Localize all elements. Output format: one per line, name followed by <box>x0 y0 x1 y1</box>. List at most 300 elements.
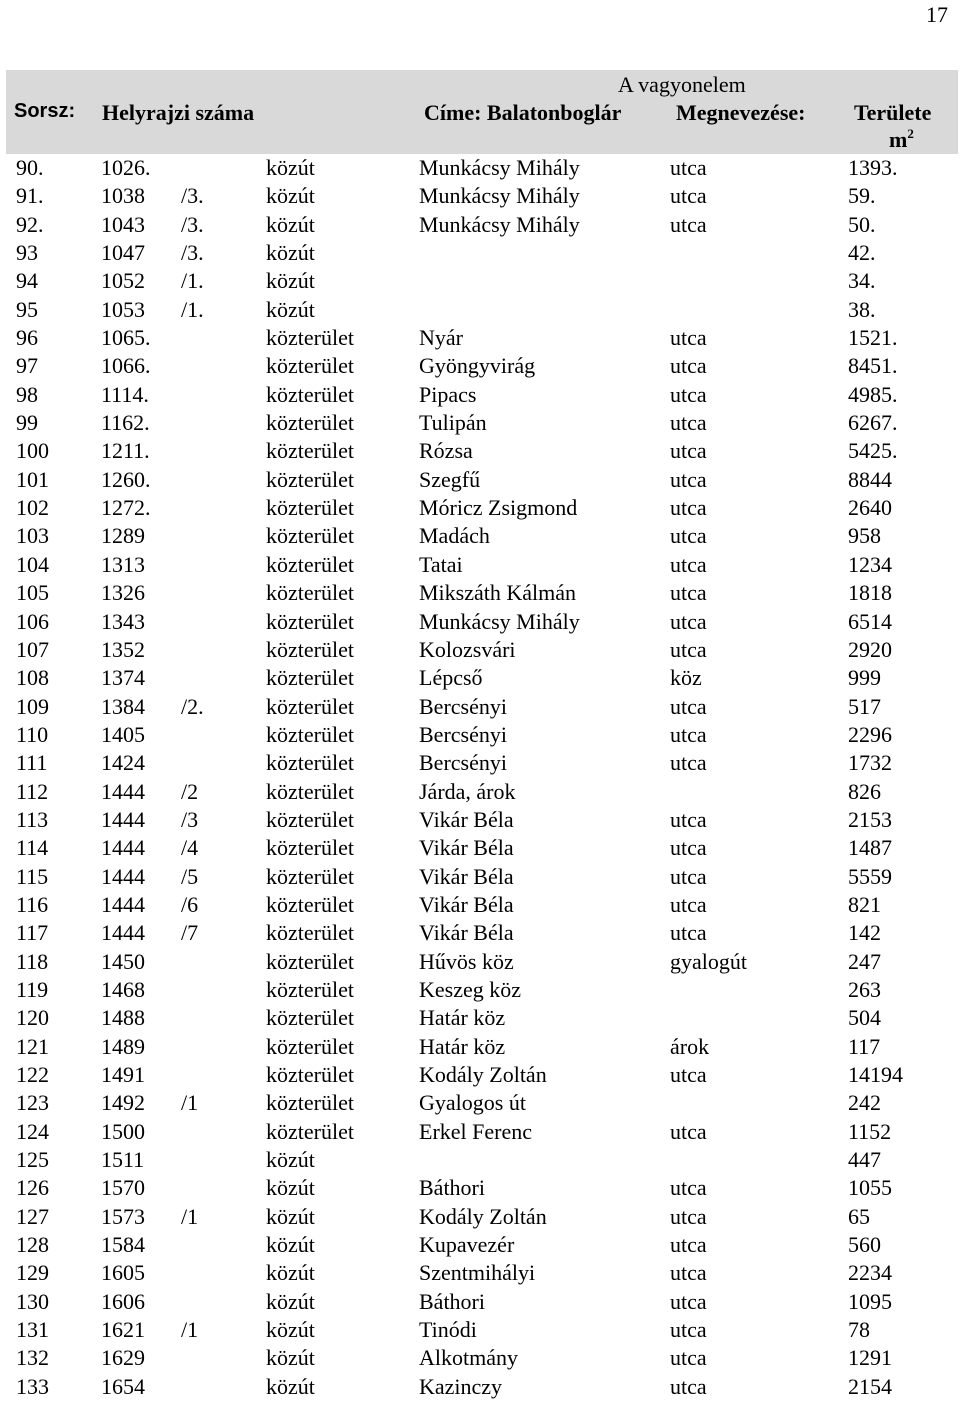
cell-alszam: /3. <box>181 211 204 237</box>
cell-helyrajzi-szam: 1654 <box>101 1373 145 1399</box>
cell-helyrajzi-szam: 1211. <box>101 438 150 464</box>
cell-helyrajzi-szam: 1629 <box>101 1345 145 1371</box>
cell-megnevezes: utca <box>670 325 707 351</box>
cell-megnevezes: utca <box>670 693 707 719</box>
table-row <box>0 239 960 267</box>
cell-tipus: közterület <box>266 353 354 379</box>
cell-terulet: 263 <box>848 976 881 1002</box>
cell-sorsz: 129 <box>16 1260 49 1286</box>
cell-terulet: 504 <box>848 1005 881 1031</box>
cell-sorsz: 131 <box>16 1317 49 1343</box>
cell-tipus: közterület <box>266 750 354 776</box>
cell-helyrajzi-szam: 1043 <box>101 211 145 237</box>
cell-helyrajzi-szam: 1047 <box>101 240 145 266</box>
cell-helyrajzi-szam: 1384 <box>101 693 145 719</box>
cell-megnevezes: utca <box>670 608 707 634</box>
table-row <box>0 863 960 891</box>
cell-cim: Kupavezér <box>419 1232 515 1258</box>
cell-helyrajzi-szam: 1260. <box>101 466 151 492</box>
table-row <box>0 154 960 182</box>
cell-tipus: közút <box>266 1373 315 1399</box>
cell-cim: Keszeg köz <box>419 976 522 1002</box>
cell-terulet: 517 <box>848 693 881 719</box>
cell-alszam: /1 <box>181 1203 199 1229</box>
table-row <box>0 1118 960 1146</box>
header-terulet: Területe <box>854 100 932 125</box>
cell-cim: Nyár <box>419 325 463 351</box>
cell-tipus: közút <box>266 1232 315 1258</box>
cell-sorsz: 107 <box>16 636 49 662</box>
cell-sorsz: 114 <box>16 835 49 861</box>
cell-cim: Határ köz <box>419 1033 506 1059</box>
cell-alszam: /2. <box>181 693 204 719</box>
cell-cim: Hűvös köz <box>419 948 514 974</box>
cell-cim: Vikár Béla <box>419 891 514 917</box>
cell-helyrajzi-szam: 1352 <box>101 636 145 662</box>
cell-sorsz: 93 <box>16 240 38 266</box>
cell-terulet: 6514 <box>848 608 892 634</box>
cell-megnevezes: utca <box>670 1317 707 1343</box>
cell-tipus: közterület <box>266 976 354 1002</box>
table-row <box>0 324 960 352</box>
cell-helyrajzi-szam: 1444 <box>101 806 145 832</box>
cell-terulet: 1487 <box>848 835 892 861</box>
cell-terulet: 1732 <box>848 750 892 776</box>
cell-sorsz: 97 <box>16 353 38 379</box>
cell-terulet: 447 <box>848 1147 881 1173</box>
cell-cim: Tatai <box>419 551 463 577</box>
cell-sorsz: 103 <box>16 523 49 549</box>
cell-sorsz: 98 <box>16 381 38 407</box>
table-row <box>0 437 960 465</box>
cell-sorsz: 123 <box>16 1090 49 1116</box>
cell-megnevezes: árok <box>670 1033 710 1059</box>
cell-sorsz: 110 <box>16 721 49 747</box>
table-row <box>0 551 960 579</box>
cell-megnevezes: utca <box>670 211 707 237</box>
cell-sorsz: 112 <box>16 778 49 804</box>
cell-tipus: közút <box>266 240 315 266</box>
cell-sorsz: 116 <box>16 891 49 917</box>
table-row <box>0 182 960 210</box>
cell-helyrajzi-szam: 1289 <box>101 523 145 549</box>
cell-megnevezes: utca <box>670 183 707 209</box>
cell-terulet: 38. <box>848 296 876 322</box>
cell-megnevezes: utca <box>670 721 707 747</box>
cell-sorsz: 126 <box>16 1175 49 1201</box>
header-cim: Címe: Balatonboglár <box>424 100 622 125</box>
cell-tipus: közterület <box>266 693 354 719</box>
cell-cim: Móricz Zsigmond <box>419 495 578 521</box>
cell-megnevezes: utca <box>670 381 707 407</box>
cell-tipus: közterület <box>266 381 354 407</box>
cell-megnevezes: utca <box>670 891 707 917</box>
cell-terulet: 2920 <box>848 636 892 662</box>
cell-tipus: közterület <box>266 1118 354 1144</box>
table-row <box>0 778 960 806</box>
table-row <box>0 1373 960 1401</box>
cell-sorsz: 100 <box>16 438 49 464</box>
table-row <box>0 749 960 777</box>
cell-sorsz: 108 <box>16 665 49 691</box>
cell-terulet: 1152 <box>848 1118 892 1144</box>
cell-tipus: közút <box>266 211 315 237</box>
cell-helyrajzi-szam: 1038 <box>101 183 145 209</box>
cell-helyrajzi-szam: 1500 <box>101 1118 145 1144</box>
cell-helyrajzi-szam: 1621 <box>101 1317 145 1343</box>
cell-cim: Bercsényi <box>419 750 507 776</box>
cell-megnevezes: utca <box>670 551 707 577</box>
cell-helyrajzi-szam: 1162. <box>101 410 150 436</box>
cell-tipus: közterület <box>266 806 354 832</box>
cell-terulet: 78 <box>848 1317 870 1343</box>
cell-helyrajzi-szam: 1606 <box>101 1288 145 1314</box>
cell-cim: Kazinczy <box>419 1373 503 1399</box>
cell-cim: Báthori <box>419 1175 485 1201</box>
cell-terulet: 5425. <box>848 438 898 464</box>
cell-tipus: közterület <box>266 636 354 662</box>
cell-cim: Tinódi <box>419 1317 477 1343</box>
cell-cim: Pipacs <box>419 381 477 407</box>
cell-alszam: /3. <box>181 240 204 266</box>
table-row <box>0 834 960 862</box>
cell-sorsz: 115 <box>16 863 49 889</box>
cell-cim: Szegfű <box>419 466 481 492</box>
cell-terulet: 2154 <box>848 1373 892 1399</box>
cell-terulet: 59. <box>848 183 876 209</box>
table-row <box>0 296 960 324</box>
table-row <box>0 608 960 636</box>
table-row <box>0 1033 960 1061</box>
cell-terulet: 242 <box>848 1090 881 1116</box>
cell-megnevezes: utca <box>670 1260 707 1286</box>
cell-cim: Alkotmány <box>419 1345 518 1371</box>
cell-terulet: 42. <box>848 240 876 266</box>
cell-alszam: /3 <box>181 806 199 832</box>
cell-sorsz: 118 <box>16 948 49 974</box>
cell-megnevezes: utca <box>670 466 707 492</box>
cell-sorsz: 125 <box>16 1147 49 1173</box>
table-row <box>0 1089 960 1117</box>
cell-tipus: közterület <box>266 778 354 804</box>
cell-sorsz: 111 <box>16 750 48 776</box>
cell-tipus: közterület <box>266 608 354 634</box>
cell-tipus: közterület <box>266 665 354 691</box>
cell-sorsz: 102 <box>16 495 49 521</box>
table-row <box>0 976 960 1004</box>
cell-alszam: /6 <box>181 891 199 917</box>
table-row <box>0 211 960 239</box>
cell-tipus: közút <box>266 1260 315 1286</box>
cell-helyrajzi-szam: 1489 <box>101 1033 145 1059</box>
cell-terulet: 6267. <box>848 410 898 436</box>
cell-cim: Gyöngyvirág <box>419 353 536 379</box>
cell-helyrajzi-szam: 1492 <box>101 1090 145 1116</box>
cell-terulet: 821 <box>848 891 881 917</box>
cell-tipus: közterület <box>266 948 354 974</box>
table-row <box>0 664 960 692</box>
cell-megnevezes: utca <box>670 1232 707 1258</box>
cell-terulet: 2296 <box>848 721 892 747</box>
table-row <box>0 522 960 550</box>
cell-cim: Vikár Béla <box>419 806 514 832</box>
cell-alszam: /1 <box>181 1090 199 1116</box>
cell-tipus: közterület <box>266 920 354 946</box>
cell-helyrajzi-szam: 1584 <box>101 1232 145 1258</box>
cell-tipus: közút <box>266 1345 315 1371</box>
cell-terulet: 1291 <box>848 1345 892 1371</box>
table-row <box>0 1344 960 1372</box>
cell-helyrajzi-szam: 1488 <box>101 1005 145 1031</box>
cell-megnevezes: utca <box>670 1175 707 1201</box>
cell-terulet: 50. <box>848 211 876 237</box>
cell-megnevezes: utca <box>670 353 707 379</box>
cell-terulet: 117 <box>848 1033 881 1059</box>
cell-cim: Bercsényi <box>419 693 507 719</box>
cell-helyrajzi-szam: 1374 <box>101 665 145 691</box>
cell-tipus: közút <box>266 268 315 294</box>
cell-tipus: közút <box>266 1317 315 1343</box>
table-header <box>6 70 958 154</box>
table-row <box>0 721 960 749</box>
cell-helyrajzi-szam: 1573 <box>101 1203 145 1229</box>
cell-tipus: közterület <box>266 410 354 436</box>
table-body <box>0 154 960 1401</box>
header-helyrajzi-szam: Helyrajzi száma <box>102 100 255 125</box>
cell-helyrajzi-szam: 1444 <box>101 891 145 917</box>
table-row <box>0 494 960 522</box>
cell-sorsz: 119 <box>16 976 49 1002</box>
cell-megnevezes: utca <box>670 1288 707 1314</box>
cell-cim: Munkácsy Mihály <box>419 608 580 634</box>
cell-sorsz: 132 <box>16 1345 49 1371</box>
cell-helyrajzi-szam: 1491 <box>101 1062 145 1087</box>
cell-alszam: /4 <box>181 835 199 861</box>
cell-tipus: közterület <box>266 551 354 577</box>
cell-sorsz: 95 <box>16 296 38 322</box>
cell-terulet: 1393. <box>848 155 898 180</box>
cell-sorsz: 94 <box>16 268 38 294</box>
cell-cim: Báthori <box>419 1288 485 1314</box>
cell-megnevezes: utca <box>670 863 707 889</box>
cell-sorsz: 124 <box>16 1118 49 1144</box>
table-row <box>0 1004 960 1032</box>
cell-cim: Vikár Béla <box>419 920 514 946</box>
cell-sorsz: 96 <box>16 325 38 351</box>
cell-tipus: közterület <box>266 523 354 549</box>
cell-alszam: /5 <box>181 863 199 889</box>
cell-helyrajzi-szam: 1444 <box>101 863 145 889</box>
cell-tipus: közterület <box>266 721 354 747</box>
cell-cim: Járda, árok <box>419 778 516 804</box>
cell-cim: Kolozsvári <box>419 636 516 662</box>
cell-terulet: 2234 <box>848 1260 892 1286</box>
cell-tipus: közterület <box>266 835 354 861</box>
cell-megnevezes: utca <box>670 155 707 180</box>
cell-cim: Madách <box>419 523 490 549</box>
cell-helyrajzi-szam: 1313 <box>101 551 145 577</box>
cell-terulet: 247 <box>848 948 881 974</box>
table-row <box>0 1288 960 1316</box>
cell-sorsz: 90. <box>16 155 44 180</box>
cell-terulet: 826 <box>848 778 881 804</box>
cell-terulet: 142 <box>848 920 881 946</box>
cell-terulet: 65 <box>848 1203 870 1229</box>
cell-cim: Kodály Zoltán <box>419 1062 547 1087</box>
cell-megnevezes: utca <box>670 410 707 436</box>
cell-cim: Gyalogos út <box>419 1090 526 1116</box>
header-vagyonelem-group: A vagyonelem <box>618 72 746 97</box>
cell-cim: Bercsényi <box>419 721 507 747</box>
cell-megnevezes: utca <box>670 806 707 832</box>
cell-megnevezes: utca <box>670 523 707 549</box>
cell-helyrajzi-szam: 1605 <box>101 1260 145 1286</box>
cell-cim: Lépcső <box>419 665 483 691</box>
cell-alszam: /7 <box>181 920 199 946</box>
cell-sorsz: 133 <box>16 1373 49 1399</box>
cell-cim: Határ köz <box>419 1005 506 1031</box>
cell-sorsz: 106 <box>16 608 49 634</box>
cell-terulet: 999 <box>848 665 881 691</box>
header-sorsz: Sorsz: <box>14 100 76 122</box>
cell-cim: Munkácsy Mihály <box>419 155 580 180</box>
cell-alszam: /3. <box>181 183 204 209</box>
cell-alszam: /1. <box>181 296 204 322</box>
cell-terulet: 1095 <box>848 1288 892 1314</box>
cell-tipus: közút <box>266 155 315 180</box>
cell-tipus: közterület <box>266 863 354 889</box>
cell-sorsz: 127 <box>16 1203 49 1229</box>
cell-sorsz: 130 <box>16 1288 49 1314</box>
cell-tipus: közterület <box>266 1005 354 1031</box>
cell-megnevezes: utca <box>670 835 707 861</box>
cell-helyrajzi-szam: 1468 <box>101 976 145 1002</box>
cell-megnevezes: utca <box>670 636 707 662</box>
cell-alszam: /1. <box>181 268 204 294</box>
cell-cim: Kodály Zoltán <box>419 1203 547 1229</box>
cell-terulet: 1055 <box>848 1175 892 1201</box>
cell-cim: Munkácsy Mihály <box>419 211 580 237</box>
table-row <box>0 1203 960 1231</box>
cell-megnevezes: utca <box>670 1373 707 1399</box>
cell-terulet: 2153 <box>848 806 892 832</box>
cell-cim: Tulipán <box>419 410 487 436</box>
table-row <box>0 693 960 721</box>
cell-terulet: 4985. <box>848 381 898 407</box>
cell-tipus: közterület <box>266 1062 354 1087</box>
cell-sorsz: 91. <box>16 183 44 209</box>
cell-megnevezes: utca <box>670 438 707 464</box>
cell-terulet: 1234 <box>848 551 892 577</box>
cell-sorsz: 128 <box>16 1232 49 1258</box>
cell-megnevezes: utca <box>670 580 707 606</box>
cell-sorsz: 117 <box>16 920 49 946</box>
cell-cim: Munkácsy Mihály <box>419 183 580 209</box>
cell-helyrajzi-szam: 1444 <box>101 920 145 946</box>
cell-cim: Mikszáth Kálmán <box>419 580 577 606</box>
cell-megnevezes: utca <box>670 495 707 521</box>
cell-cim: Vikár Béla <box>419 863 514 889</box>
table-row <box>0 1316 960 1344</box>
cell-helyrajzi-szam: 1114. <box>101 381 149 407</box>
page-number: 17 <box>926 2 948 27</box>
cell-terulet: 958 <box>848 523 881 549</box>
cell-sorsz: 122 <box>16 1062 49 1087</box>
cell-sorsz: 121 <box>16 1033 49 1059</box>
cell-terulet: 8844 <box>848 466 892 492</box>
table-row <box>0 919 960 947</box>
cell-helyrajzi-szam: 1343 <box>101 608 145 634</box>
cell-helyrajzi-szam: 1570 <box>101 1175 145 1201</box>
table-row <box>0 806 960 834</box>
table-row <box>0 409 960 437</box>
cell-tipus: közterület <box>266 1033 354 1059</box>
cell-tipus: közút <box>266 1288 315 1314</box>
table-row <box>0 352 960 380</box>
cell-cim: Rózsa <box>419 438 473 464</box>
cell-megnevezes: utca <box>670 1062 707 1087</box>
cell-alszam: /1 <box>181 1317 199 1343</box>
cell-alszam: /2 <box>181 778 199 804</box>
table-row <box>0 466 960 494</box>
cell-sorsz: 113 <box>16 806 49 832</box>
cell-tipus: közterület <box>266 495 354 521</box>
cell-sorsz: 109 <box>16 693 49 719</box>
cell-helyrajzi-szam: 1066. <box>101 353 151 379</box>
cell-helyrajzi-szam: 1511 <box>101 1147 145 1173</box>
unit-base: m <box>889 127 908 152</box>
unit-exponent: 2 <box>907 126 914 141</box>
cell-cim: Vikár Béla <box>419 835 514 861</box>
cell-megnevezes: gyalogút <box>670 948 747 974</box>
cell-sorsz: 105 <box>16 580 49 606</box>
cell-megnevezes: köz <box>670 665 702 691</box>
table-row <box>0 1146 960 1174</box>
cell-helyrajzi-szam: 1052 <box>101 268 145 294</box>
cell-helyrajzi-szam: 1424 <box>101 750 145 776</box>
cell-cim: Szentmihályi <box>419 1260 536 1286</box>
cell-helyrajzi-szam: 1444 <box>101 778 145 804</box>
cell-megnevezes: utca <box>670 1345 707 1371</box>
cell-sorsz: 99 <box>16 410 38 436</box>
table-row <box>0 1174 960 1202</box>
cell-tipus: közterület <box>266 438 354 464</box>
cell-helyrajzi-szam: 1444 <box>101 835 145 861</box>
cell-tipus: közterület <box>266 325 354 351</box>
table-row <box>0 1231 960 1259</box>
cell-terulet: 5559 <box>848 863 892 889</box>
cell-cim: Erkel Ferenc <box>419 1118 532 1144</box>
cell-helyrajzi-szam: 1065. <box>101 325 151 351</box>
cell-tipus: közterület <box>266 1090 354 1116</box>
cell-sorsz: 120 <box>16 1005 49 1031</box>
cell-megnevezes: utca <box>670 1118 707 1144</box>
cell-tipus: közterület <box>266 891 354 917</box>
cell-sorsz: 92. <box>16 211 44 237</box>
table-row <box>0 267 960 295</box>
table-row <box>0 948 960 976</box>
cell-terulet: 8451. <box>848 353 898 379</box>
cell-megnevezes: utca <box>670 920 707 946</box>
cell-tipus: közút <box>266 1175 315 1201</box>
cell-terulet: 2640 <box>848 495 892 521</box>
cell-helyrajzi-szam: 1272. <box>101 495 151 521</box>
cell-helyrajzi-szam: 1326 <box>101 580 145 606</box>
cell-helyrajzi-szam: 1450 <box>101 948 145 974</box>
cell-tipus: közút <box>266 183 315 209</box>
cell-sorsz: 101 <box>16 466 49 492</box>
cell-helyrajzi-szam: 1405 <box>101 721 145 747</box>
